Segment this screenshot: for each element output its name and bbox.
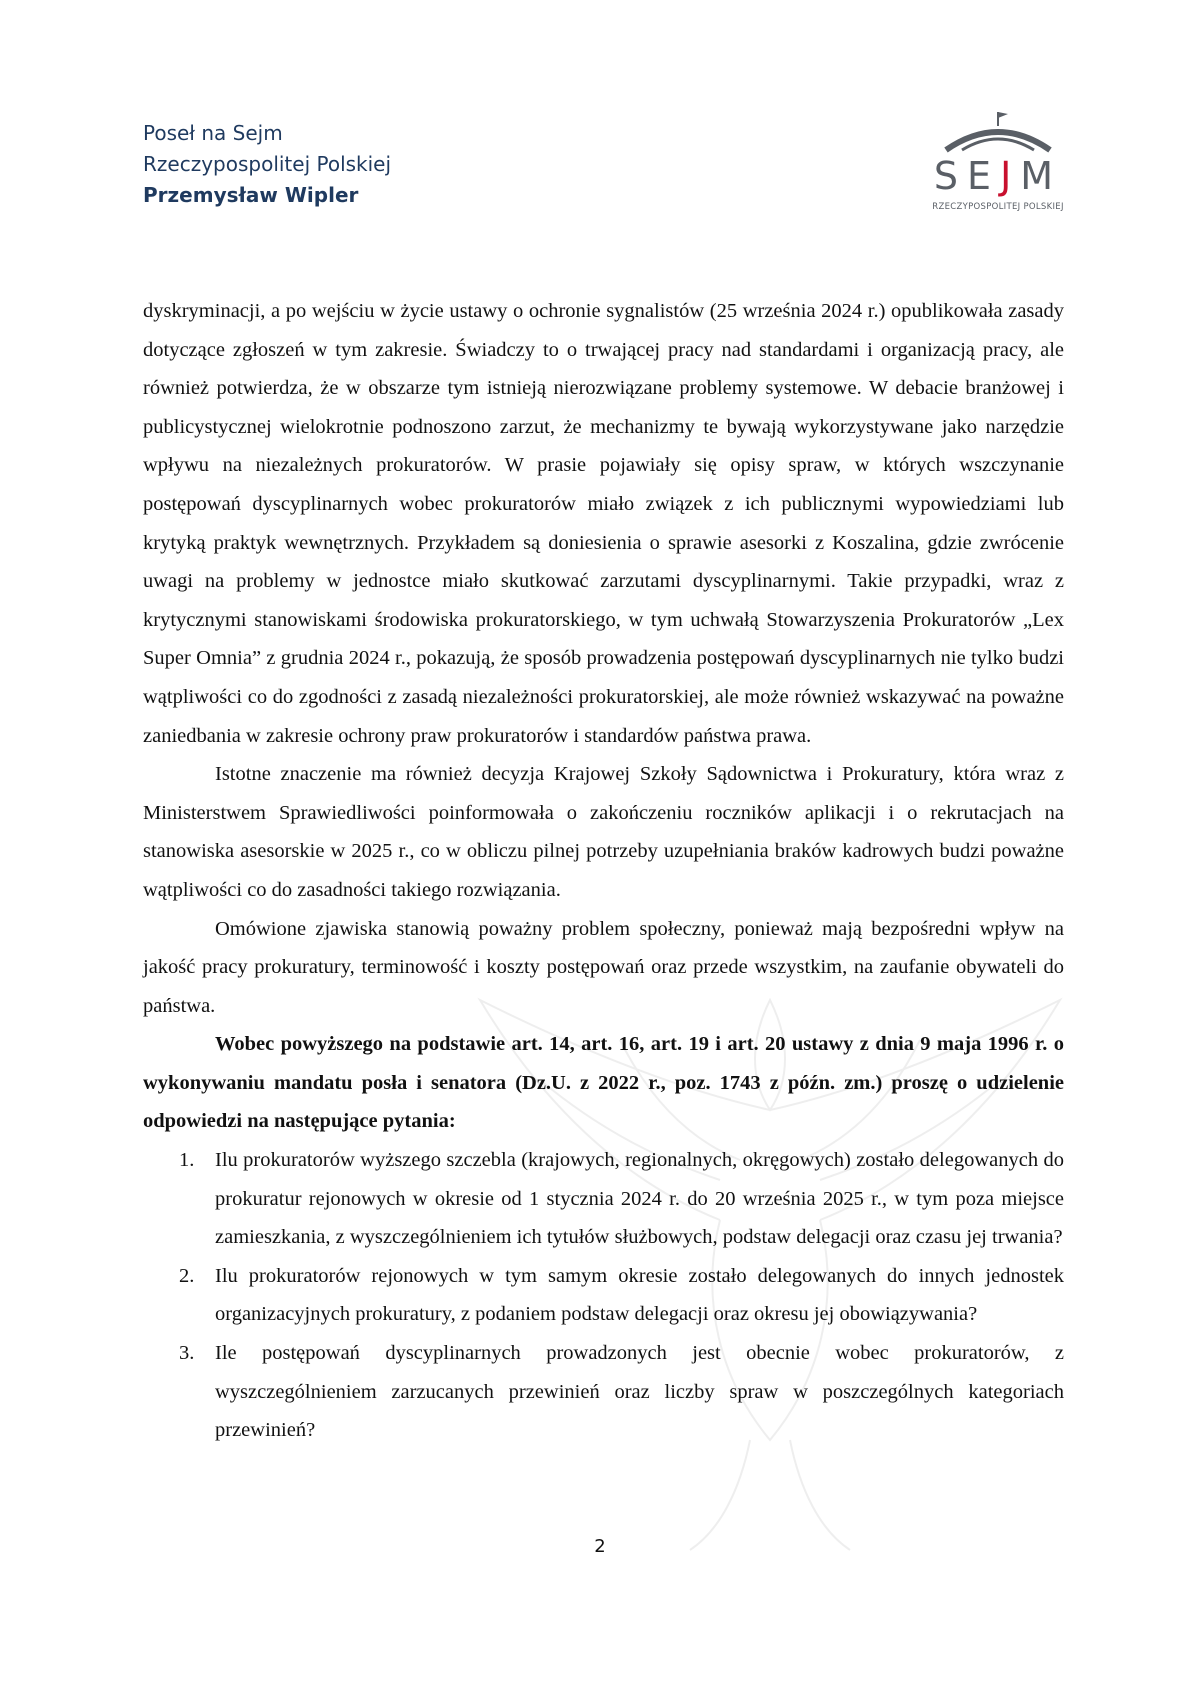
question-number: 1.: [179, 1149, 195, 1172]
paragraph-continuation: dyskryminacji, a po wejściu w życie ustawy o ochronie sygnalistów (25 września 2024 r.) opublikowała zasady dotyczące zgłoszeń w tym zakresie. Świadczy to o trwającej pracy nad standardami i organizacją pracy, ale również potwierdza, że w obszarze tym istnieją nierozwiązane problemy systemowe. W debacie branżowej i publicystycznej wielokrotnie podnoszono zarzut, że mechanizmy te bywają wykorzystywane jako narzędzie wpływu na niezależnych prokuratorów. W prasie pojawiały się opisy spraw, w których wszczynanie postępowań dyscyplinarnych wobec prokuratorów miało związek z ich publicznymi wypowiedziami lub krytyką praktyk wewnętrznych. Przykładem są doniesienia o sprawie asesorki z Koszalina, gdzie zwrócenie uwagi na problemy w jednostce miało skutkować zarzutami dyscyplinarnymi. Takie przypadki, wraz z krytycznymi stanowiskami środowiska prokuratorskiego, w tym uchwałą Stowarzyszenia Prokuratorów „Lex Super Omnia” z grudnia 2024 r., pokazują, że sposób prowadzenia postępowań dyscyplinarnych nie tylko budzi wątpliwości co do zgodności z zasadą niezależności prokuratorskiej, ale może również wskazywać na poważne zaniedbania w zakresie ochrony praw prokuratorów i standardów państwa prawa.: [143, 300, 1064, 747]
logo-letter-s: S: [933, 154, 968, 198]
list-item: [143, 1141, 1064, 1257]
page-number: 2: [594, 1536, 606, 1557]
question-text: Ilu prokuratorów rejonowych w tym samym okresie zostało delegowanych do innych jednostek organizacyjnych prokuratury, z podaniem podstaw delegacji oraz okresu jej obowiązywania?: [215, 1264, 1064, 1326]
sejm-wordmark: [928, 154, 1068, 198]
question-text: Ilu prokuratorów wyższego szczebla (krajowych, regionalnych, okręgowych) zostało delegowanych do prokuratur rejonowych w okresie od 1 stycznia 2024 r. do 20 września 2025 r., w tym poza miejsce zamieszkania, z wyszczególnieniem ich tytułów służbowych, podstaw delegacji oraz czasu jej trwania?: [215, 1149, 1064, 1249]
sejm-logo-subtitle: RZECZYPOSPOLITEJ POLSKIEJ: [932, 202, 1064, 212]
sejm-logo: [928, 110, 1068, 220]
list-item: [143, 1257, 1064, 1334]
question-number: 2.: [179, 1264, 195, 1287]
question-number: 3.: [179, 1342, 195, 1365]
logo-letter-m: M: [1020, 154, 1063, 198]
paragraph-social-problem: Omówione zjawiska stanowią poważny problem społeczny, ponieważ mają bezpośredni wpływ na jakość pracy prokuratury, terminowość i koszty postępowań oraz przede wszystkim, na zaufanie obywateli do państwa.: [143, 917, 1064, 1017]
list-item: [143, 1334, 1064, 1450]
logo-letter-e: E: [967, 154, 1001, 198]
logo-letter-j: J: [1000, 154, 1021, 198]
letter-body: [143, 292, 1064, 1450]
questions-list: [143, 1141, 1064, 1450]
paragraph-legal-basis: Wobec powyższego na podstawie art. 14, art. 16, art. 19 i art. 20 ustawy z dnia 9 maja 1996 r. o wykonywaniu mandatu posła i senatora (Dz.U. z 2022 r., poz. 1743 z późn. zm.) proszę o udzielenie odpowiedzi na następujące pytania:: [143, 1033, 1064, 1133]
question-text: Ile postępowań dyscyplinarnych prowadzonych jest obecnie wobec prokuratorów, z wyszczególnieniem zarzucanych przewinień oraz liczby spraw w poszczególnych kategoriach przewinień?: [215, 1342, 1064, 1442]
letterhead: [143, 118, 391, 211]
parliament-dome-icon: [928, 110, 1068, 160]
letterhead-title: Poseł na Sejm: [143, 121, 283, 145]
paragraph-kssip: Istotne znaczenie ma również decyzja Krajowej Szkoły Sądownictwa i Prokuratury, która wraz z Ministerstwem Sprawiedliwości poinformowała o zakończeniu roczników aplikacji i o rekrutacjach na stanowiska asesorskie w 2025 r., co w obliczu pilnej potrzeby uzupełniania braków kadrowych budzi poważne wątpliwości co do zasadności takiego rozwiązania.: [143, 763, 1064, 901]
letterhead-name: Przemysław Wipler: [143, 183, 359, 207]
letterhead-subtitle: Rzeczypospolitej Polskiej: [143, 152, 392, 176]
